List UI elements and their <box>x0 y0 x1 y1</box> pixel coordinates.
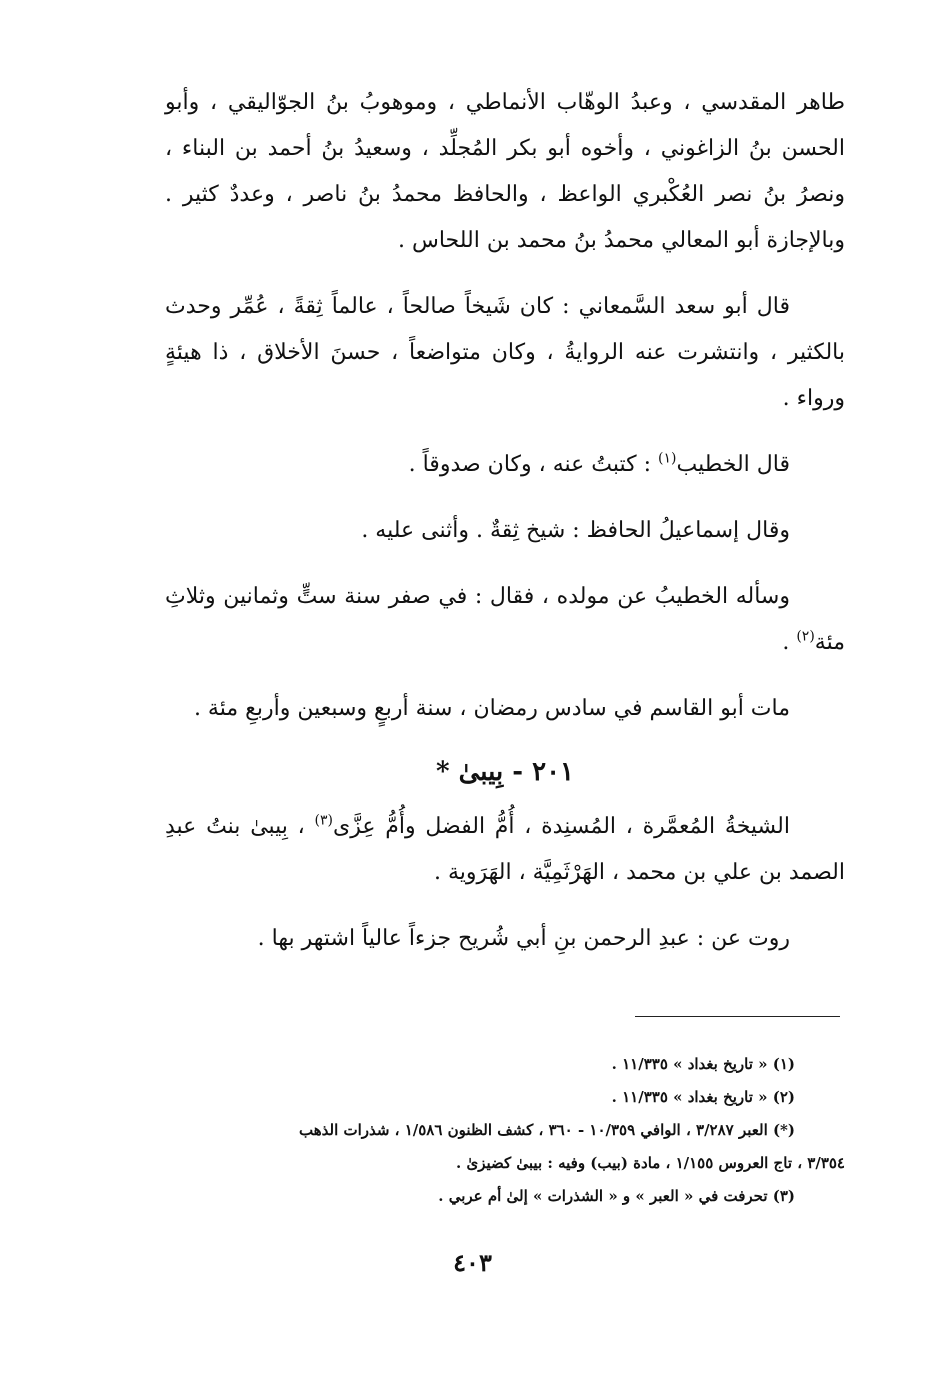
footnote-sources-cont: ٣/٣٥٤ ، تاج العروس ١/١٥٥ ، مادة (بيب) وفيه : بيبىٰ كضيزىٰ . <box>456 1154 845 1172</box>
bibi-intro-start: الشيخةُ المُعمَّرة ، المُسنِدة ، أُمُّ الفضل وأُمُّ عِزَّى <box>333 814 790 839</box>
birth-text: وسأله الخطيبُ عن مولده ، فقال : في صفر سنة ستٍّ وثمانين وثلاثِ مئة <box>165 584 845 655</box>
footnote-3: (٣) تحرفت في « العبر » و « الشذرات » إلىٰ أم عربي . <box>438 1187 795 1205</box>
footnote-1: (١) « تاريخ بغداد » ١١/٣٣٥ . <box>611 1055 795 1073</box>
footnote-divider <box>635 1016 840 1017</box>
paragraph-bibi-narration: روت عن : عبدِ الرحمن بنِ أبي شُريح جزءاً عالياً اشتهر بها . <box>257 926 790 951</box>
birth-end: . <box>782 630 797 655</box>
paragraph-birth <box>165 574 845 666</box>
paragraph-teachers: طاهر المقدسي ، وعبدُ الوهّاب الأنماطي ، وموهوبُ بنُ الجوّاليقي ، وأبو الحسن بنُ الزاغوني ، وأخوه أبو بكر المُجلِّد ، وسعيدُ بنُ أحمد بن البناء ، ونصرُ بنُ نصر العُكْبري الواعظ ، والحافظ محمدُ بنُ ناصر ، وعددٌ كثير . وبالإجازة أبو المعالي محمدُ بنُ محمد بن اللحاس . <box>165 90 845 253</box>
footnote-ref-3: (٣) <box>314 812 334 829</box>
footnotes <box>165 1048 845 1213</box>
footnote-ref-2: (٢) <box>796 628 815 645</box>
paragraph-bibi-intro <box>165 804 845 896</box>
paragraph-khatib-quote <box>165 442 845 488</box>
paragraph-death: مات أبو القاسم في سادس رمضان ، سنة أربعٍ وسبعين وأربعِ مئة . <box>193 696 790 721</box>
paragraph-ismail-quote: وقال إسماعيلُ الحافظ : شيخ ثِقةٌ . وأثنى عليه . <box>361 518 790 543</box>
khatib-quote-end: : كتبتُ عنه ، وكان صدوقاً . <box>408 452 659 477</box>
entry-heading: ٢٠١ - بِيبىٰ * <box>435 757 575 787</box>
footnote-sources: (*) العبر ٣/٢٨٧ ، الوافي ١٠/٣٥٩ - ٣٦٠ ، كشف الظنون ١/٥٨٦ ، شذرات الذهب <box>298 1121 795 1139</box>
footnote-2: (٢) « تاريخ بغداد » ١١/٣٣٥ . <box>611 1088 795 1106</box>
paragraph-samani-quote: قال أبو سعد السَّمعاني : كان شَيخاً صالحاً ، عالماً ثِقةً ، عُمِّر وحدث بالكثير ، وانتشرت عنه الروايةُ ، وكان متواضعاً ، حسنَ الأخلاق ، ذا هيئةٍ ورواء . <box>165 294 845 411</box>
main-text <box>165 80 845 982</box>
page-number: ٤٠٣ <box>453 1248 492 1277</box>
footnote-ref-1: (١) <box>658 450 677 467</box>
khatib-quote-start: قال الخطيب <box>676 452 790 477</box>
bibi-intro-end: ، بِيبىٰ بنتُ عبدِ الصمد بن علي بن محمد ، الهَرْثَمِيَّة ، الهَرَوية . <box>165 814 845 885</box>
